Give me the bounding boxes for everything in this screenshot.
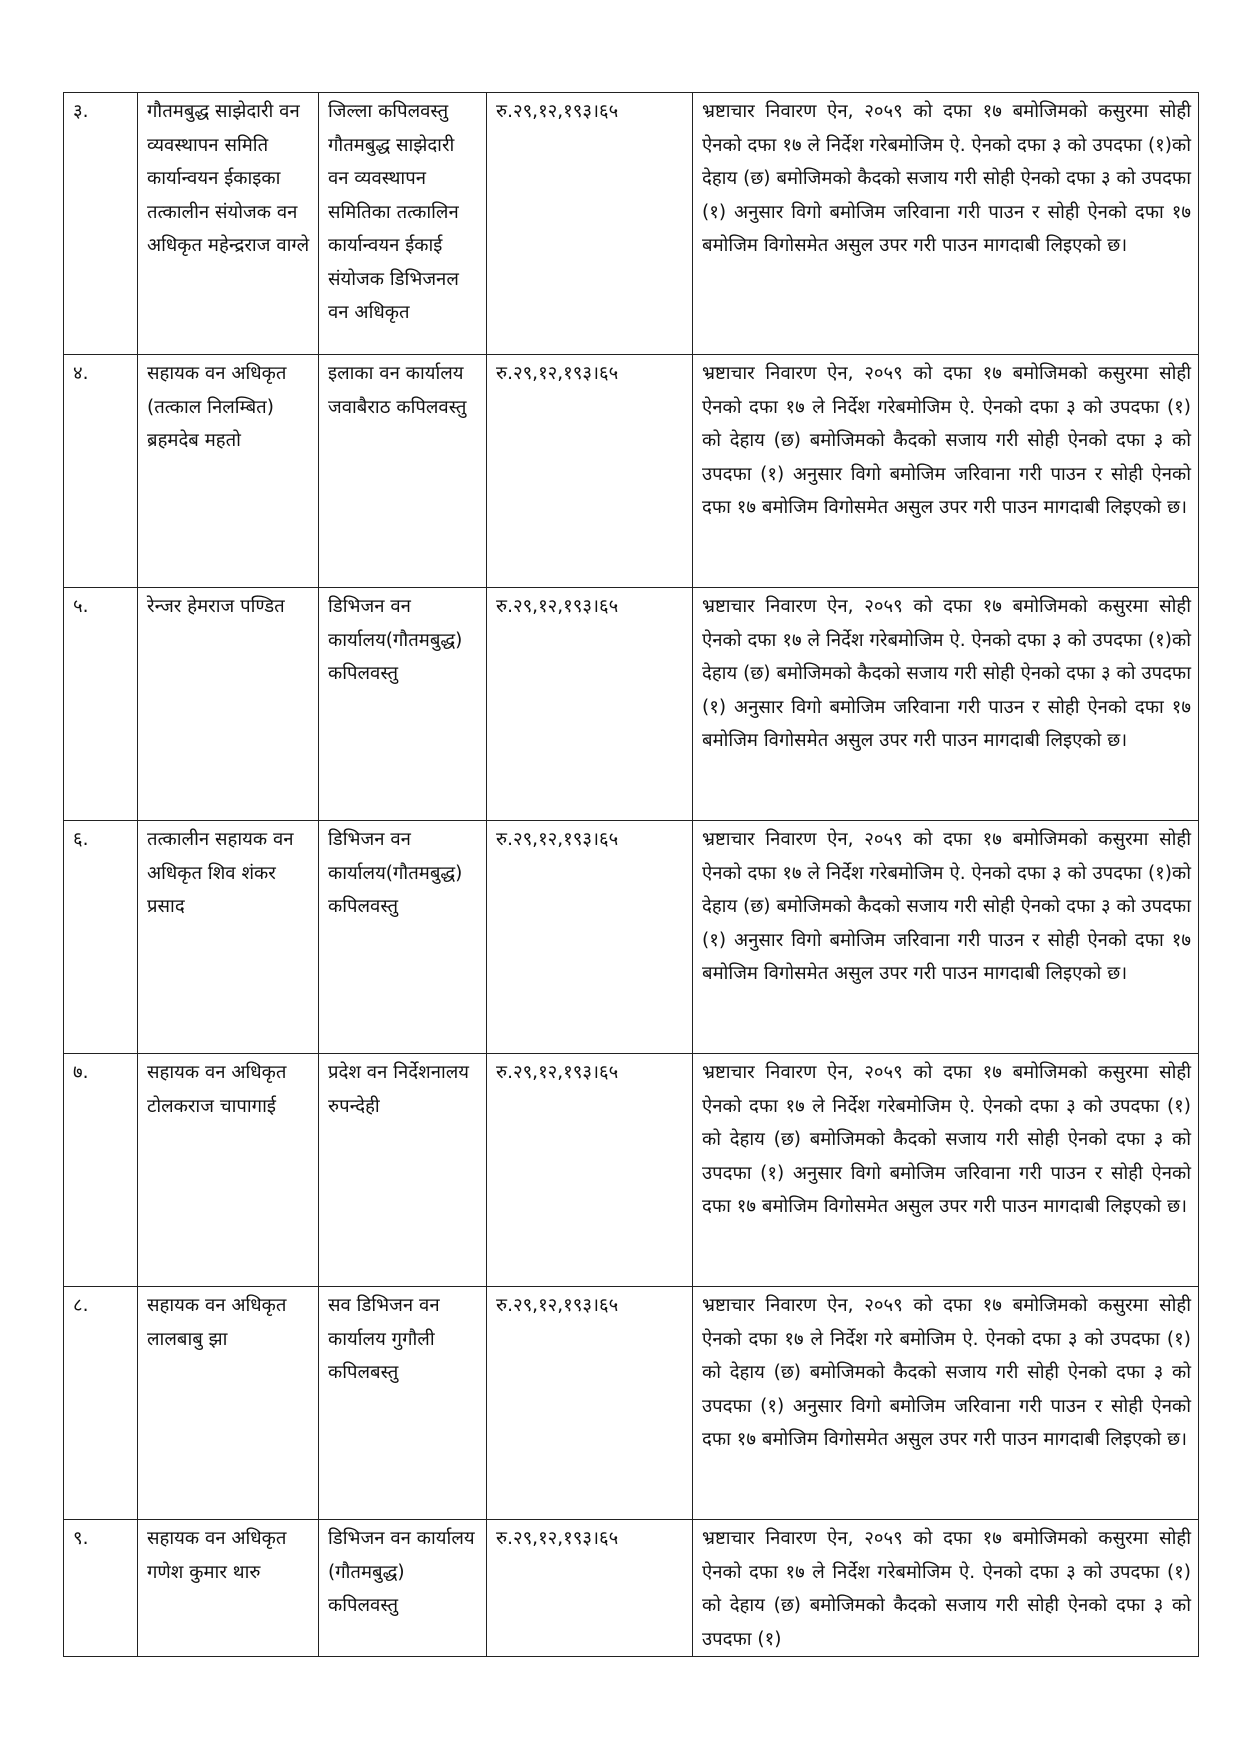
serial-number: ८.: [64, 1287, 138, 1520]
claim-amount: रु.२९,१२,१९३।६५: [487, 821, 693, 1054]
table-row: [64, 1287, 1199, 1520]
claim-amount: रु.२९,१२,१९३।६५: [487, 1054, 693, 1287]
legal-claim: भ्रष्टाचार निवारण ऐन, २०५९ को दफा १७ बमोजिमको कसुरमा सोही ऐनको दफा १७ ले निर्देश गरेबमोजिम ऐ. ऐनको दफा ३ को उपदफा (१)को देहाय (छ) बमोजिमको कैदको सजाय गरी सोही ऐनको दफा ३ को उपदफा (१) अनुसार विगो बमोजिम जरिवाना गरी पाउन र सोही ऐनको दफा १७ बमोजिम विगोसमेत असुल उपर गरी पाउन मागदाबी लिइएको छ।: [693, 93, 1199, 355]
legal-claim: भ्रष्टाचार निवारण ऐन, २०५९ को दफा १७ बमोजिमको कसुरमा सोही ऐनको दफा १७ ले निर्देश गरेबमोजिम ऐ. ऐनको दफा ३ को उपदफा (१)को देहाय (छ) बमोजिमको कैदको सजाय गरी सोही ऐनको दफा ३ को उपदफा (१) अनुसार विगो बमोजिम जरिवाना गरी पाउन र सोही ऐनको दफा १७ बमोजिम विगोसमेत असुल उपर गरी पाउन मागदाबी लिइएको छ।: [693, 588, 1199, 821]
table-row: [64, 355, 1199, 588]
claim-amount: रु.२९,१२,१९३।६५: [487, 355, 693, 588]
serial-number: ४.: [64, 355, 138, 588]
claim-amount: रु.२९,१२,१९३।६५: [487, 1287, 693, 1520]
office-name: जिल्ला कपिलवस्तु गौतमबुद्ध साझेदारी वन व्यवस्थापन समितिका तत्कालिन कार्यान्वयन ईकाई संयोजक डिभिजनल वन अधिकृत: [319, 93, 487, 355]
legal-claim: भ्रष्टाचार निवारण ऐन, २०५९ को दफा १७ बमोजिमको कसुरमा सोही ऐनको दफा १७ ले निर्देश गरेबमोजिम ऐ. ऐनको दफा ३ को उपदफा (१) को देहाय (छ) बमोजिमको कैदको सजाय गरी सोही ऐनको दफा ३ को उपदफा (१) अनुसार विगो बमोजिम जरिवाना गरी पाउन र सोही ऐनको दफा १७ बमोजिम विगोसमेत असुल उपर गरी पाउन मागदाबी लिइएको छ।: [693, 1054, 1199, 1287]
accused-name: तत्कालीन सहायक वन अधिकृत शिव शंकर प्रसाद: [138, 821, 319, 1054]
serial-number: ३.: [64, 93, 138, 355]
legal-claim: भ्रष्टाचार निवारण ऐन, २०५९ को दफा १७ बमोजिमको कसुरमा सोही ऐनको दफा १७ ले निर्देश गरे बमोजिम ऐ. ऐनको दफा ३ को उपदफा (१) को देहाय (छ) बमोजिमको कैदको सजाय गरी सोही ऐनको दफा ३ को उपदफा (१) अनुसार विगो बमोजिम जरिवाना गरी पाउन र सोही ऐनको दफा १७ बमोजिम विगोसमेत असुल उपर गरी पाउन मागदाबी लिइएको छ।: [693, 1287, 1199, 1520]
accused-name: सहायक वन अधिकृत टोलकराज चापागाई: [138, 1054, 319, 1287]
table-row: [64, 1520, 1199, 1657]
office-name: इलाका वन कार्यालय जवाबैराठ कपिलवस्तु: [319, 355, 487, 588]
serial-number: ५.: [64, 588, 138, 821]
office-name: प्रदेश वन निर्देशनालय रुपन्देही: [319, 1054, 487, 1287]
accused-name: गौतमबुद्ध साझेदारी वन व्यवस्थापन समिति कार्यान्वयन ईकाइका तत्कालीन संयोजक वन अधिकृत महेन्द्रराज वाग्ले: [138, 93, 319, 355]
case-table: [63, 92, 1199, 1657]
accused-name: सहायक वन अधिकृत लालबाबु झा: [138, 1287, 319, 1520]
serial-number: ६.: [64, 821, 138, 1054]
table-row: [64, 93, 1199, 355]
claim-amount: रु.२९,१२,१९३।६५: [487, 588, 693, 821]
office-name: सव डिभिजन वन कार्यालय गुगौली कपिलबस्तु: [319, 1287, 487, 1520]
legal-claim: भ्रष्टाचार निवारण ऐन, २०५९ को दफा १७ बमोजिमको कसुरमा सोही ऐनको दफा १७ ले निर्देश गरेबमोजिम ऐ. ऐनको दफा ३ को उपदफा (१) को देहाय (छ) बमोजिमको कैदको सजाय गरी सोही ऐनको दफा ३ को उपदफा (१): [693, 1520, 1199, 1657]
accused-name: रेन्जर हेमराज पण्डित: [138, 588, 319, 821]
claim-amount: रु.२९,१२,१९३।६५: [487, 1520, 693, 1657]
accused-name: सहायक वन अधिकृत (तत्काल निलम्बित) ब्रहमदेब महतो: [138, 355, 319, 588]
legal-claim: भ्रष्टाचार निवारण ऐन, २०५९ को दफा १७ बमोजिमको कसुरमा सोही ऐनको दफा १७ ले निर्देश गरेबमोजिम ऐ. ऐनको दफा ३ को उपदफा (१)को देहाय (छ) बमोजिमको कैदको सजाय गरी सोही ऐनको दफा ३ को उपदफा (१) अनुसार विगो बमोजिम जरिवाना गरी पाउन र सोही ऐनको दफा १७ बमोजिम विगोसमेत असुल उपर गरी पाउन मागदाबी लिइएको छ।: [693, 821, 1199, 1054]
office-name: डिभिजन वन कार्यालय(गौतमबुद्ध) कपिलवस्तु: [319, 588, 487, 821]
table-row: [64, 588, 1199, 821]
serial-number: ९.: [64, 1520, 138, 1657]
serial-number: ७.: [64, 1054, 138, 1287]
office-name: डिभिजन वन कार्यालय (गौतमबुद्ध) कपिलवस्तु: [319, 1520, 487, 1657]
legal-claim: भ्रष्टाचार निवारण ऐन, २०५९ को दफा १७ बमोजिमको कसुरमा सोही ऐनको दफा १७ ले निर्देश गरेबमोजिम ऐ. ऐनको दफा ३ को उपदफा (१) को देहाय (छ) बमोजिमको कैदको सजाय गरी सोही ऐनको दफा ३ को उपदफा (१) अनुसार विगो बमोजिम जरिवाना गरी पाउन र सोही ऐनको दफा १७ बमोजिम विगोसमेत असुल उपर गरी पाउन मागदाबी लिइएको छ।: [693, 355, 1199, 588]
table-row: [64, 1054, 1199, 1287]
office-name: डिभिजन वन कार्यालय(गौतमबुद्ध) कपिलवस्तु: [319, 821, 487, 1054]
claim-amount: रु.२९,१२,१९३।६५: [487, 93, 693, 355]
accused-name: सहायक वन अधिकृत गणेश कुमार थारु: [138, 1520, 319, 1657]
table-row: [64, 821, 1199, 1054]
